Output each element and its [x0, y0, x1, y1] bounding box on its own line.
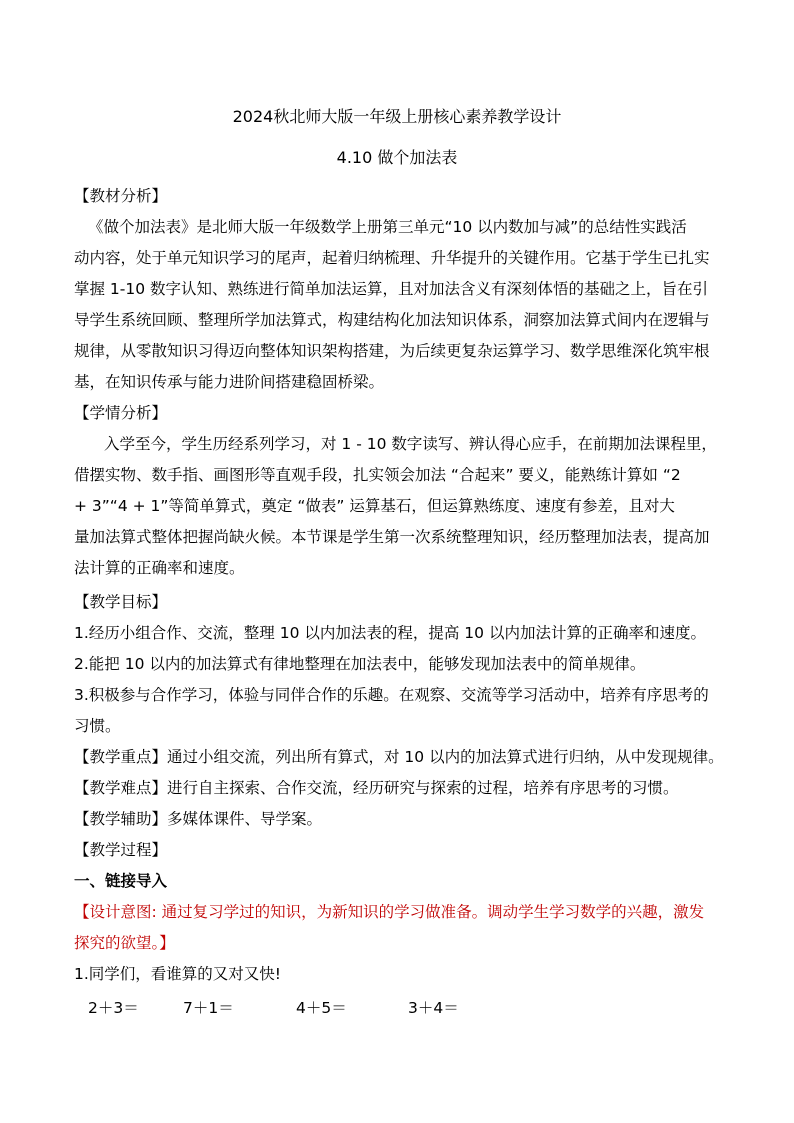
lesson-title: 4.10 做个加法表	[336, 148, 458, 167]
analysis-paragraph-line: 规律，从零散知识习得迈向整体知识架构搭建，为后续更复杂运算学习、数学思维深化筑牢根	[74, 342, 710, 360]
teaching-aids: 【教学辅助】多媒体课件、导学案。	[74, 810, 323, 828]
analysis-paragraph-line: 《做个加法表》是北师大版一年级数学上册第三单元“10 以内数加与减”的总结性实践活	[88, 218, 687, 236]
calc-item: 2＋3＝	[88, 999, 139, 1017]
analysis-paragraph-line: 动内容，处于单元知识学习的尾声，起着归纳梳理、升华提升的关键作用。它基于学生已扎实	[74, 249, 710, 267]
analysis-heading: 【教材分析】	[74, 187, 168, 205]
student-paragraph-line: 入学至今，学生历经系列学习，对 1 - 10 数字读写、辨认得心应手，在前期加法课程里，	[104, 435, 717, 453]
analysis-paragraph-line: 掌握 1-10 数字认知、熟练进行简单加法运算，且对加法含义有深刻体悟的基础之上，旨在引	[74, 280, 709, 298]
student-paragraph-line: 借摆实物、数手指、画图形等直观手段，扎实领会加法 “合起来” 要义，能熟练计算如 “2	[74, 466, 681, 484]
calc-item: 4＋5＝	[296, 999, 347, 1017]
student-paragraph-line: 法计算的正确率和速度。	[74, 559, 245, 577]
question-line: 1.同学们，看谁算的又对又快!	[74, 965, 282, 983]
goal-item-continued: 习惯。	[74, 717, 121, 735]
analysis-paragraph-line: 导学生系统回顾、整理所学加法算式，构建结构化加法知识体系，洞察加法算式间内在逻辑与	[74, 311, 710, 329]
student-paragraph-line: 量加法算式整体把握尚缺火候。本节课是学生第一次系统整理知识，经历整理加法表，提高加	[74, 528, 710, 546]
goals-heading: 【教学目标】	[74, 593, 168, 611]
design-intent-line: 【设计意图: 通过复习学过的知识，为新知识的学习做准备。调动学生学习数学的兴趣，激发	[74, 903, 705, 921]
document-title: 2024秋北师大版一年级上册核心素养教学设计	[232, 107, 562, 126]
calc-item: 7＋1＝	[183, 999, 234, 1017]
student-paragraph-line: + 3”“4 + 1”等简单算式，奠定 “做表” 运算基石，但运算熟练度、速度有参差，且对大	[74, 497, 675, 515]
difficult-points: 【教学难点】进行自主探索、合作交流，经历研究与探索的过程，培养有序思考的习惯。	[74, 779, 679, 797]
section-heading: 一、链接导入	[74, 872, 168, 890]
design-intent-line: 探究的欲望。】	[74, 934, 175, 952]
calc-item: 3＋4＝	[408, 999, 459, 1017]
process-heading: 【教学过程】	[74, 841, 168, 859]
student-heading: 【学情分析】	[74, 404, 168, 422]
key-points: 【教学重点】通过小组交流，列出所有算式，对 10 以内的加法算式进行归纳，从中发现规律。	[74, 748, 724, 766]
analysis-paragraph-line: 基，在知识传承与能力进阶间搭建稳固桥梁。	[74, 373, 385, 391]
goal-item: 3.积极参与合作学习，体验与同伴合作的乐趣。在观察、交流等学习活动中，培养有序思考的	[74, 686, 709, 704]
goal-item: 1.经历小组合作、交流，整理 10 以内加法表的程，提高 10 以内加法计算的正确率和速度。	[74, 624, 706, 642]
goal-item: 2.能把 10 以内的加法算式有律地整理在加法表中，能够发现加法表中的简单规律。	[74, 655, 646, 673]
